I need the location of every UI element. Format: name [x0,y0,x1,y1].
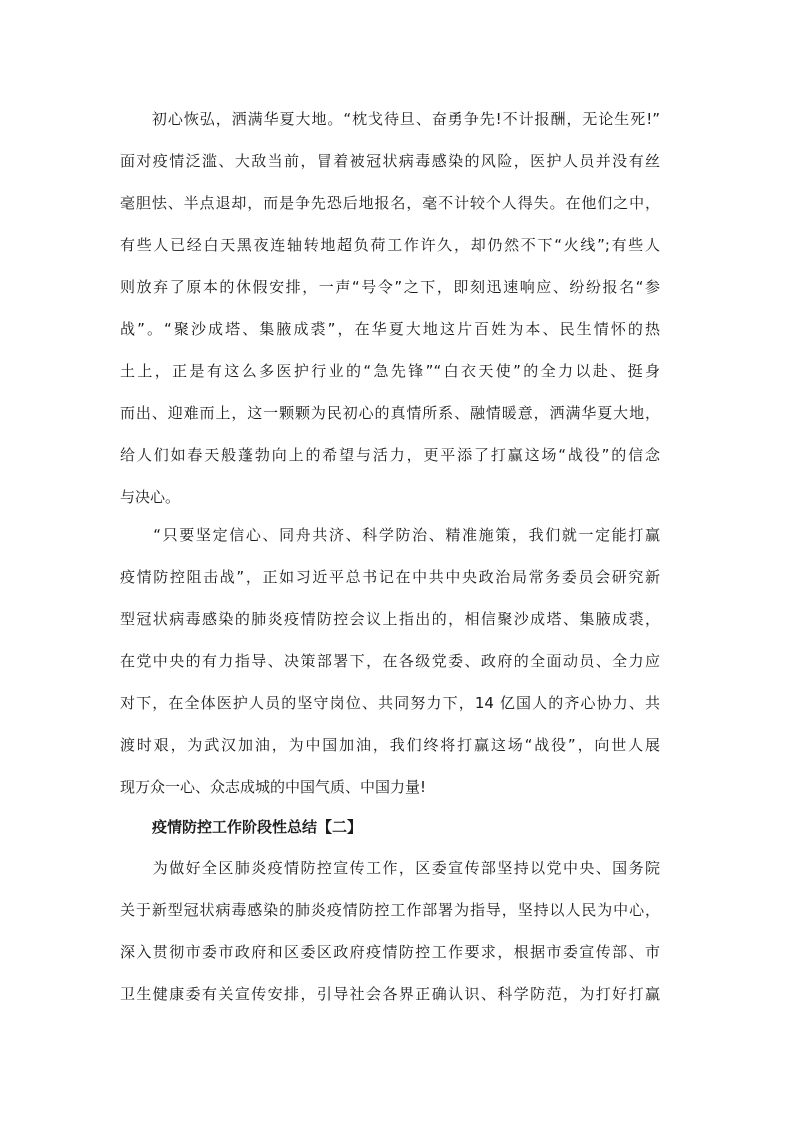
paragraph-2-line-6: 渡时艰，为武汉加油，为中国加油，我们终将打赢这场“战役”，向世人展 [120,736,660,754]
paragraph-2-line-4: 在党中央的有力指导、决策部署下，在各级党委、政府的全面动员、全力应 [120,652,660,670]
paragraph-1-line-8: 而出、迎难而上，这一颗颗为民初心的真情所系、融情暖意，洒满华夏大地， [120,404,660,422]
paragraph-1-line-3: 毫胆怯、半点退却，而是争先恐后地报名，毫不计较个人得失。在他们之中， [120,194,660,212]
paragraph-2-line-2: 疫情防控阻击战”，正如习近平总书记在中共中央政治局常务委员会研究新 [120,568,660,586]
paragraph-2-line-3: 型冠状病毒感染的肺炎疫情防控会议上指出的，相信聚沙成塔、集腋成裘， [120,610,660,628]
paragraph-1-line-9: 给人们如春天般蓬勃向上的希望与活力，更平添了打赢这场“战役”的信念 [120,446,660,464]
paragraph-1-line-2: 面对疫情泛滥、大敌当前，冒着被冠状病毒感染的风险，医护人员并没有丝 [120,152,660,170]
paragraph-1-line-5: 则放弃了原本的休假安排，一声“号令”之下，即刻迅速响应、纷纷报名“参 [120,278,660,296]
paragraph-1-line-7: 土上，正是有这么多医护行业的“急先锋”“白衣天使”的全力以赴、挺身 [120,362,660,380]
paragraph-3-line-1: 为做好全区肺炎疫情防控宣传工作，区委宣传部坚持以党中央、国务院 [120,859,660,877]
paragraph-1-line-10: 与决心。 [120,488,181,506]
paragraph-1-line-6: 战”。“聚沙成塔、集腋成裘”，在华夏大地这片百姓为本、民生情怀的热 [120,320,660,338]
paragraph-3-line-4: 卫生健康委有关宣传安排，引导社会各界正确认识、科学防范，为打好打赢 [120,985,660,1003]
paragraph-2-line-7: 现万众一心、众志成城的中国气质、中国力量! [120,778,427,796]
section-heading: 疫情防控工作阶段性总结【二】 [152,818,363,836]
paragraph-3-line-3: 深入贯彻市委市政府和区委区政府疫情防控工作要求，根据市委宣传部、市 [120,943,660,961]
paragraph-3-line-2: 关于新型冠状病毒感染的肺炎疫情防控工作部署为指导，坚持以人民为中心， [120,901,660,919]
paragraph-1-line-4: 有些人已经白天黑夜连轴转地超负荷工作许久，却仍然不下“火线”;有些人 [120,236,660,254]
paragraph-1-line-1: 初心恢弘，洒满华夏大地。“枕戈待旦、奋勇争先!不计报酬，无论生死!” [120,110,660,128]
paragraph-2-line-5: 对下，在全体医护人员的坚守岗位、共同努力下，14 亿国人的齐心协力、共 [120,694,660,712]
paragraph-2-line-1: “只要坚定信心、同舟共济、科学防治、精准施策，我们就一定能打赢 [120,526,660,544]
